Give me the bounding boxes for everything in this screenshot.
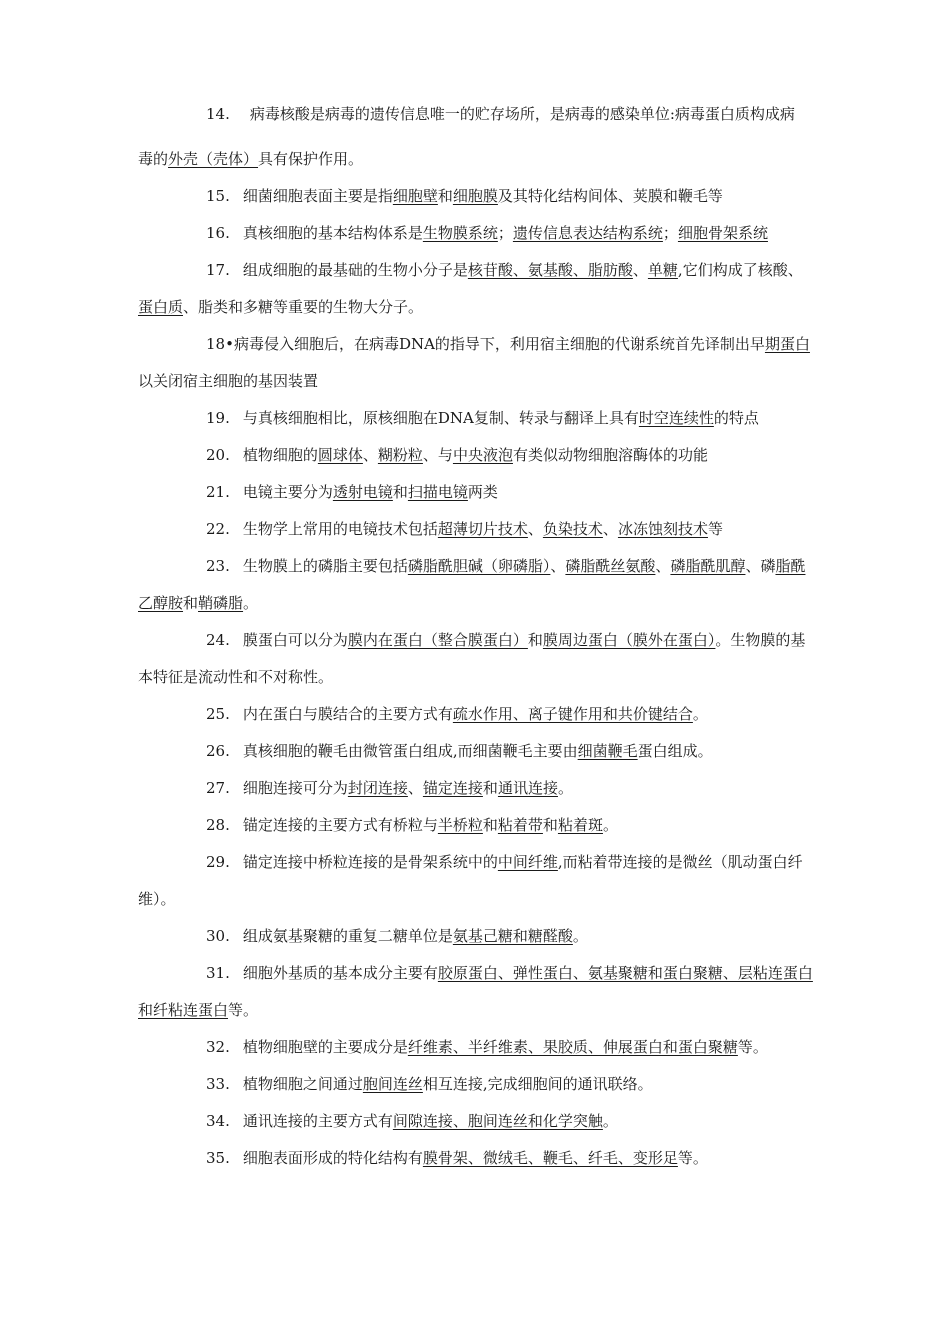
text-segment: 真核细胞的基本结构体系是 [242, 224, 423, 242]
list-item [138, 844, 813, 918]
underlined-answer: 通讯连接 [497, 779, 558, 797]
document-body [138, 104, 813, 1177]
item-number: 30. [206, 927, 230, 945]
text-segment: 等。 [677, 1149, 708, 1167]
underlined-answer: 胞间连丝 [362, 1075, 423, 1093]
text-segment: 毒的 [138, 150, 169, 168]
text-segment: 的特点 [713, 409, 759, 427]
text-segment: 。 [692, 705, 708, 723]
underlined-answer: 透射电镜 [332, 483, 393, 501]
text-segment: 及其特化结构间体、荚膜和鞭毛等 [497, 187, 723, 205]
text-segment: 和 [437, 187, 453, 205]
text-segment: 。 [572, 927, 588, 945]
underlined-answer: 负染技术 [542, 520, 603, 538]
text-segment: 与真核细胞相比，原核细胞在DNA复制、转录与翻译上具有 [242, 409, 639, 427]
list-item [138, 326, 813, 400]
underlined-answer: 粘着带 [497, 816, 543, 834]
text-segment: 和 [482, 816, 498, 834]
item-number: 18• [206, 335, 234, 353]
text-segment: 细胞表面形成的特化结构有 [242, 1149, 423, 1167]
list-item [138, 622, 813, 696]
underlined-answer: 时空连续性 [638, 409, 714, 427]
item-number: 25. [206, 705, 230, 723]
text-segment: 、脂类和多糖等重要的生物大分子。 [183, 298, 424, 316]
text-segment: 等 [707, 520, 723, 538]
underlined-answer: 氨基己糖和糖醛酸 [452, 927, 573, 945]
underlined-answer: 扫描电镜 [407, 483, 468, 501]
text-segment: 等。 [737, 1038, 768, 1056]
text-segment: 以关闭宿主细胞的基因装置 [138, 372, 319, 390]
underlined-answer: 磷脂酰肌醇 [670, 557, 746, 575]
text-segment: 。 [243, 594, 259, 612]
list-item [138, 252, 813, 326]
text-segment: 、 [632, 261, 648, 279]
item-number: 16. [206, 224, 230, 242]
text-segment: 相互连接,完成细胞间的通讯联络。 [422, 1075, 653, 1093]
text-segment: 有类似动物细胞溶酶体的功能 [512, 446, 708, 464]
list-item [138, 215, 813, 252]
list-item [138, 104, 813, 124]
underlined-answer: 核苷酸、氨基酸、脂肪酸 [467, 261, 633, 279]
item-number: 17. [206, 261, 230, 279]
item-number: 19. [206, 409, 230, 427]
underlined-answer: 期蛋白 [764, 335, 810, 353]
text-segment: 、 [602, 520, 618, 538]
text-segment: 组成氨基聚糖的重复二糖单位是 [242, 927, 453, 945]
text-segment: 、 [407, 779, 423, 797]
text-segment: 和 [482, 779, 498, 797]
list-item [138, 548, 813, 622]
text-segment: 植物细胞壁的主要成分是 [242, 1038, 408, 1056]
text-segment: ,而粘着带连接的是微丝（肌动蛋白纤维）。 [138, 853, 803, 908]
text-segment: ； [662, 224, 678, 242]
text-segment: 、磷 [745, 557, 776, 575]
item-number: 23. [206, 557, 230, 575]
underlined-answer: 细菌鞭毛 [577, 742, 638, 760]
text-segment: 和 [542, 816, 558, 834]
text-segment: 病毒侵入细胞后，在病毒DNA的指导下，利用宿主细胞的代谢系统首先译制出早 [233, 335, 765, 353]
underlined-answer: 糊粉粒 [377, 446, 423, 464]
item-number: 20. [206, 446, 230, 464]
text-segment: 。 [602, 816, 618, 834]
text-segment: 、与 [422, 446, 453, 464]
text-segment: 蛋白组成。 [637, 742, 713, 760]
item-number: 22. [206, 520, 230, 538]
underlined-answer: 膜骨架、微绒毛、鞭毛、纤毛、变形足 [422, 1149, 678, 1167]
text-segment: 病毒核酸是病毒的遗传信息唯一的贮存场所，是病毒的感染单位:病毒蛋白质构成病 [249, 105, 795, 123]
text-segment: 和 [183, 594, 199, 612]
underlined-answer: 封闭连接 [347, 779, 408, 797]
underlined-answer: 纤维素、半纤维素、果胶质、伸展蛋白和蛋白聚糖 [407, 1038, 738, 1056]
underlined-answer: 锚定连接 [422, 779, 483, 797]
underlined-answer: 半桥粒 [437, 816, 483, 834]
text-segment: 等。 [228, 1001, 259, 1019]
text-segment: 。生物膜的基本特征是流动性和不对称性。 [138, 631, 806, 686]
underlined-answer: 细胞骨架系统 [677, 224, 768, 242]
item-number: 27. [206, 779, 230, 797]
list-item [138, 1029, 813, 1066]
list-item [138, 733, 813, 770]
list-item [138, 1103, 813, 1140]
text-segment: ,它们构成了核酸、 [677, 261, 803, 279]
text-segment: 。 [602, 1112, 618, 1130]
text-segment: 植物细胞之间通过 [242, 1075, 363, 1093]
text-segment: 和 [392, 483, 408, 501]
text-segment: 电镜主要分为 [242, 483, 333, 501]
underlined-answer: 磷脂酰丝氨酸 [565, 557, 656, 575]
item-number: 34. [206, 1112, 230, 1130]
item-number: 14. [206, 105, 230, 123]
text-segment: 植物细胞的 [242, 446, 318, 464]
text-segment: 细菌细胞表面主要是指 [242, 187, 393, 205]
text-segment: 锚定连接的主要方式有桥粒与 [242, 816, 438, 834]
list-item [138, 474, 813, 511]
text-segment: 、 [527, 520, 543, 538]
list-item [138, 437, 813, 474]
text-segment: 和 [527, 631, 543, 649]
underlined-answer: 细胞壁 [392, 187, 438, 205]
text-segment: 生物膜上的磷脂主要包括 [242, 557, 408, 575]
text-segment: 、 [655, 557, 671, 575]
list-item [138, 955, 813, 1029]
text-segment: 真核细胞的鞭毛由微管蛋白组成,而细菌鞭毛主要由 [242, 742, 578, 760]
underlined-answer: 鞘磷脂 [198, 594, 244, 612]
list-item [138, 807, 813, 844]
underlined-answer: 中央液泡 [452, 446, 513, 464]
text-segment: 、 [362, 446, 378, 464]
underlined-answer: 超薄切片技术 [437, 520, 528, 538]
text-segment: 内在蛋白与膜结合的主要方式有 [242, 705, 453, 723]
list-item [138, 178, 813, 215]
list-item [138, 770, 813, 807]
list-item [138, 696, 813, 733]
underlined-answer: 细胞膜 [452, 187, 498, 205]
text-segment: 具有保护作用。 [258, 150, 364, 168]
underlined-answer: 膜周边蛋白（膜外在蛋白） [542, 631, 716, 649]
underlined-answer: 膜内在蛋白（整合膜蛋白） [347, 631, 528, 649]
underlined-answer: 磷脂酰胆碱（卵磷脂） [407, 557, 551, 575]
list-item [138, 1140, 813, 1177]
item-number: 24. [206, 631, 230, 649]
text-segment: 细胞外基质的基本成分主要有 [242, 964, 438, 982]
underlined-answer: 间隙连接、胞间连丝和化学突触 [392, 1112, 603, 1130]
item-number: 28. [206, 816, 230, 834]
underlined-answer: 胶原蛋白、弹性蛋白、氨基聚糖和蛋白聚糖、层粘连蛋白和纤粘连蛋白 [138, 964, 813, 1019]
underlined-answer: 粘着斑 [557, 816, 603, 834]
list-item [138, 1066, 813, 1103]
underlined-answer: 遗传信息表达结构系统 [512, 224, 663, 242]
text-segment: 膜蛋白可以分为 [242, 631, 348, 649]
text-segment: ； [497, 224, 513, 242]
item-number: 26. [206, 742, 230, 760]
underlined-answer: 中间纤维 [497, 853, 558, 871]
list-item [138, 141, 813, 178]
underlined-answer: 冰冻蚀刻技术 [617, 520, 708, 538]
text-segment: 组成细胞的最基础的生物小分子是 [242, 261, 468, 279]
list-item [138, 400, 813, 437]
underlined-answer: 疏水作用、离子键作用和共价键结合 [452, 705, 693, 723]
item-number: 15. [206, 187, 230, 205]
underlined-answer: 蛋白质 [138, 298, 184, 316]
text-segment: 通讯连接的主要方式有 [242, 1112, 393, 1130]
underlined-answer: 生物膜系统 [422, 224, 498, 242]
underlined-answer: 外壳（壳体） [168, 150, 259, 168]
item-number: 21. [206, 483, 230, 501]
item-number: 29. [206, 853, 230, 871]
text-segment: 、 [550, 557, 566, 575]
text-segment: 生物学上常用的电镜技术包括 [242, 520, 438, 538]
list-item [138, 511, 813, 548]
text-segment: 。 [557, 779, 573, 797]
text-segment: 细胞连接可分为 [242, 779, 348, 797]
item-number: 33. [206, 1075, 230, 1093]
underlined-answer: 单糖 [647, 261, 678, 279]
item-number: 32. [206, 1038, 230, 1056]
list-item [138, 918, 813, 955]
item-number: 31. [206, 964, 230, 982]
underlined-answer: 脂酰乙醇胺 [138, 557, 806, 612]
item-number: 35. [206, 1149, 230, 1167]
text-segment: 两类 [467, 483, 498, 501]
underlined-answer: 圆球体 [317, 446, 363, 464]
text-segment: 锚定连接中桥粒连接的是骨架系统中的 [242, 853, 498, 871]
